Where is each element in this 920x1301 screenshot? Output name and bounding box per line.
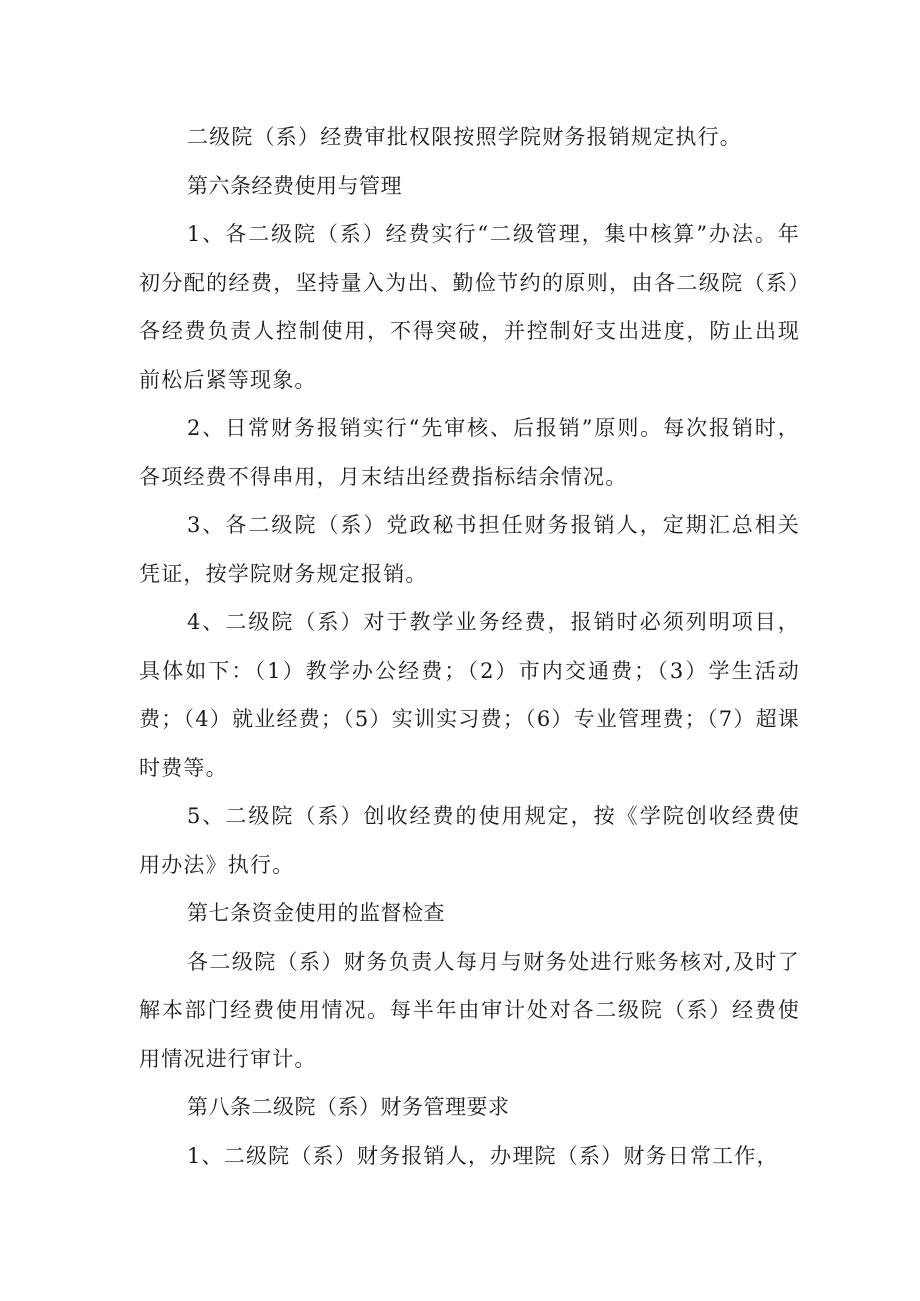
paragraph-8-1: 1、二级院（系）财务报销人，办理院（系）财务日常工作， <box>187 1143 779 1168</box>
paragraph-6-3: 3、各二级院（系）党政秘书担任财务报销人，定期汇总相关凭证，按学院财务规定报销。 <box>139 513 800 586</box>
paragraph-6-2: 2、日常财务报销实行“先审核、后报销”原则。每次报销时，各项经费不得串用，月末结出经费指标结余情况。 <box>139 416 800 489</box>
paragraph-6-4: 4、二级院（系）对于教学业务经费，报销时必须列明项目，具体如下：（1）教学办公经费；（2）市内交通费；（3）学生活动费；（4）就业经费；（5）实训实习费；（6）专业管理费；（7）超课时费等。 <box>139 610 800 780</box>
paragraph-approval-authority: 二级院（系）经费审批权限按照学院财务报销规定执行。 <box>187 125 742 149</box>
paragraph-6-1: 1、各二级院（系）经费实行“二级管理，集中核算”办法。年初分配的经费，坚持量入为出、勤俭节约的原则，由各二级院（系）各经费负责人控制使用，不得突破，并控制好支出进度，防止出现前松后紧等现象。 <box>139 222 800 392</box>
heading-article-7: 第七条资金使用的监督检查 <box>187 901 445 925</box>
heading-article-8: 第八条二级院（系）财务管理要求 <box>187 1095 510 1119</box>
paragraph-7-1: 各二级院（系）财务负责人每月与财务处进行账务核对,及时了解本部门经费使用情况。每半年由审计处对各二级院（系）经费使用情况进行审计。 <box>139 949 800 1071</box>
paragraph-6-5: 5、二级院（系）创收经费的使用规定，按《学院创收经费使用办法》执行。 <box>139 804 800 877</box>
heading-article-6: 第六条经费使用与管理 <box>187 173 402 198</box>
